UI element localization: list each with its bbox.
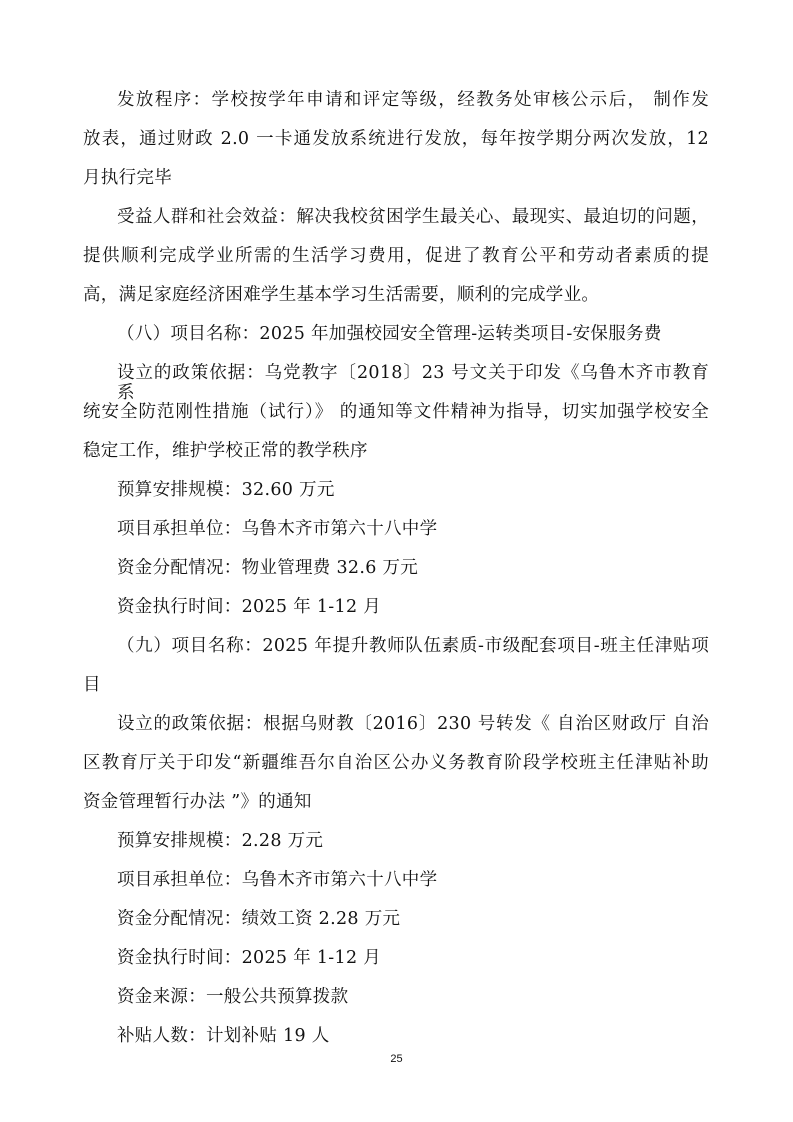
section-heading: （八）项目名称：2025 年加强校园安全管理-运转类项目-安保服务费 — [117, 324, 662, 344]
text-line: 资金分配情况：绩效工资 2.28 万元 — [117, 909, 401, 929]
text-line: 项目承担单位：乌鲁木齐市第六十八中学 — [117, 519, 438, 539]
text-line: 资金管理暂行办法 ”》的通知 — [83, 792, 312, 812]
text-line: 统安全防范刚性措施（试行）》 的通知等文件精神为指导，切实加强学校安全 — [83, 402, 709, 422]
text-line: 提供顺利完成学业所需的生活学习费用，促进了教育公平和劳动者素质的提 — [83, 246, 709, 266]
text-line: 资金执行时间：2025 年 1-12 月 — [117, 948, 382, 968]
text-line: 设立的政策依据：根据乌财教〔2016〕230 号转发《 自治区财政厅 自治 — [117, 714, 709, 734]
text-line: 项目承担单位：乌鲁木齐市第六十八中学 — [117, 870, 438, 890]
page-number: 25 — [390, 1053, 403, 1065]
text-line: 补贴人数：计划补贴 19 人 — [117, 1026, 330, 1046]
section-heading: （九）项目名称：2025 年提升教师队伍素质-市级配套项目-班主任津贴项 — [117, 636, 709, 656]
text-line: 区教育厅关于印发“新疆维吾尔自治区公办义务教育阶段学校班主任津贴补助 — [83, 753, 709, 773]
text-line: 受益人群和社会效益：解决我校贫困学生最关心、最现实、最迫切的问题， — [117, 207, 709, 227]
text-line: 高，满足家庭经济困难学生基本学习生活需要，顺利的完成学业。 — [83, 285, 600, 305]
text-line: 资金来源：一般公共预算拨款 — [117, 987, 349, 1007]
text-line: 资金分配情况：物业管理费 32.6 万元 — [117, 558, 419, 578]
text-line: 月执行完毕 — [83, 168, 172, 188]
text-line: 资金执行时间：2025 年 1-12 月 — [117, 597, 382, 617]
text-line: 稳定工作，维护学校正常的教学秩序 — [83, 441, 368, 461]
text-line: 发放程序：学校按学年申请和评定等级，经教务处审核公示后， 制作发 — [117, 90, 709, 110]
text-line: 设立的政策依据：乌党教字〔2018〕23 号文关于印发《乌鲁木齐市教育 系 — [117, 363, 709, 403]
text-line: 预算安排规模：32.60 万元 — [117, 480, 335, 500]
section-heading: 目 — [83, 675, 101, 695]
text-line: 放表，通过财政 2.0 一卡通发放系统进行发放，每年按学期分两次发放，12 — [83, 129, 709, 149]
text-line: 预算安排规模：2.28 万元 — [117, 831, 324, 851]
